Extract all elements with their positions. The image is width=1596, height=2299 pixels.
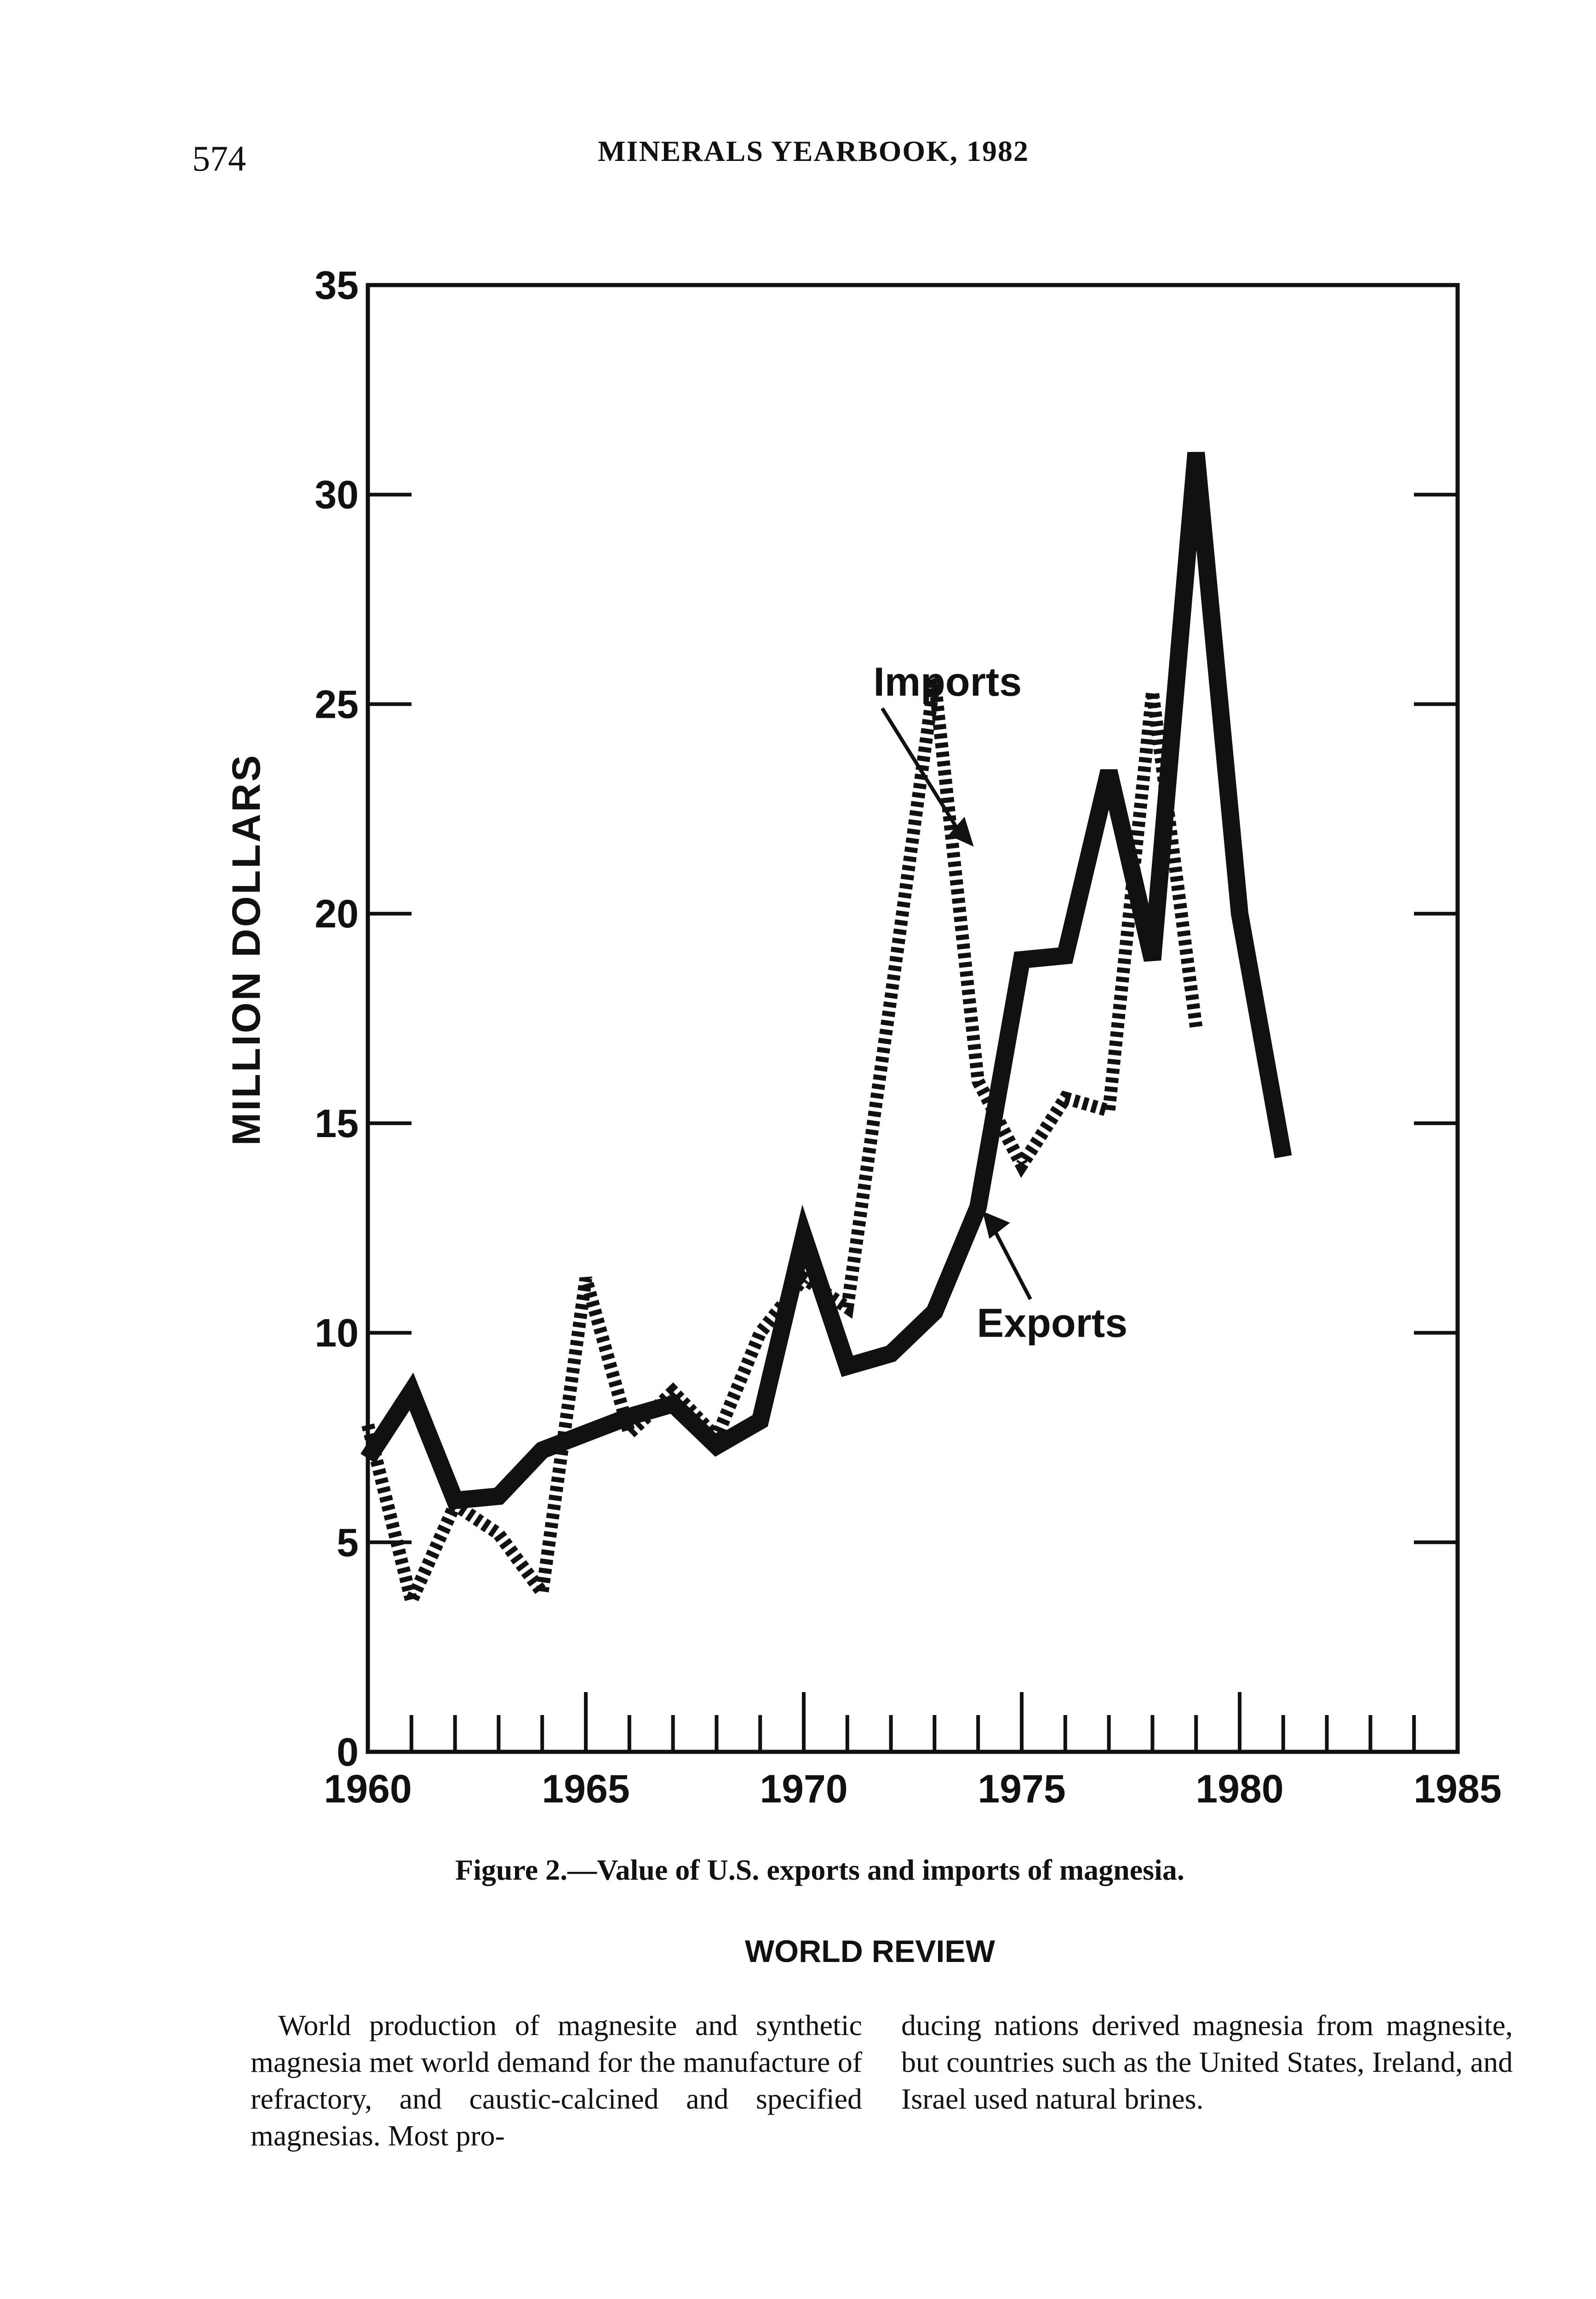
series-layer [368, 453, 1283, 1601]
y-tick-label: 0 [337, 1730, 359, 1774]
y-tick-label: 30 [315, 473, 359, 517]
imports-label: Imports [873, 659, 1022, 705]
y-tick-label: 15 [315, 1101, 359, 1146]
y-tick-label: 10 [315, 1311, 359, 1355]
x-tick-label: 1965 [542, 1767, 630, 1811]
x-tick-label: 1980 [1196, 1767, 1284, 1811]
running-title: MINERALS YEARBOOK, 1982 [598, 135, 1029, 167]
y-tick-label: 5 [337, 1521, 359, 1565]
body-text-column-2: ducing nations derived magnesia from magnesite, but countries such as the United States, Ireland, and Israel used natural brines. [901, 2009, 1513, 2115]
page-number: 574 [192, 138, 246, 178]
y-axis-ticks [315, 263, 1458, 1774]
y-tick-label: 20 [315, 892, 359, 937]
series-line-imports [368, 679, 1196, 1601]
series-line-exports [368, 453, 1283, 1501]
y-tick-label: 25 [315, 682, 359, 727]
plot-border [368, 285, 1458, 1752]
x-tick-label: 1970 [760, 1767, 848, 1811]
x-tick-label: 1975 [978, 1767, 1066, 1811]
exports-label: Exports [977, 1300, 1128, 1346]
exports-arrow [991, 1224, 1030, 1299]
y-axis-title: MILLION DOLLARS [224, 753, 269, 1146]
y-tick-label: 35 [315, 263, 359, 308]
section-heading: WORLD REVIEW [745, 1934, 995, 1969]
figure-caption: Figure 2.—Value of U.S. exports and imports of magnesia. [455, 1853, 1184, 1886]
body-text-column-1: World production of magnesite and synthetic magnesia met world demand for the manufacture of refractory, and caustic-calcined and specified magnesias. Most pro- [251, 2009, 862, 2152]
x-tick-label: 1960 [324, 1767, 412, 1811]
series-labels [873, 659, 1127, 1345]
x-tick-label: 1985 [1413, 1767, 1502, 1811]
chart-frame [368, 285, 1458, 1752]
